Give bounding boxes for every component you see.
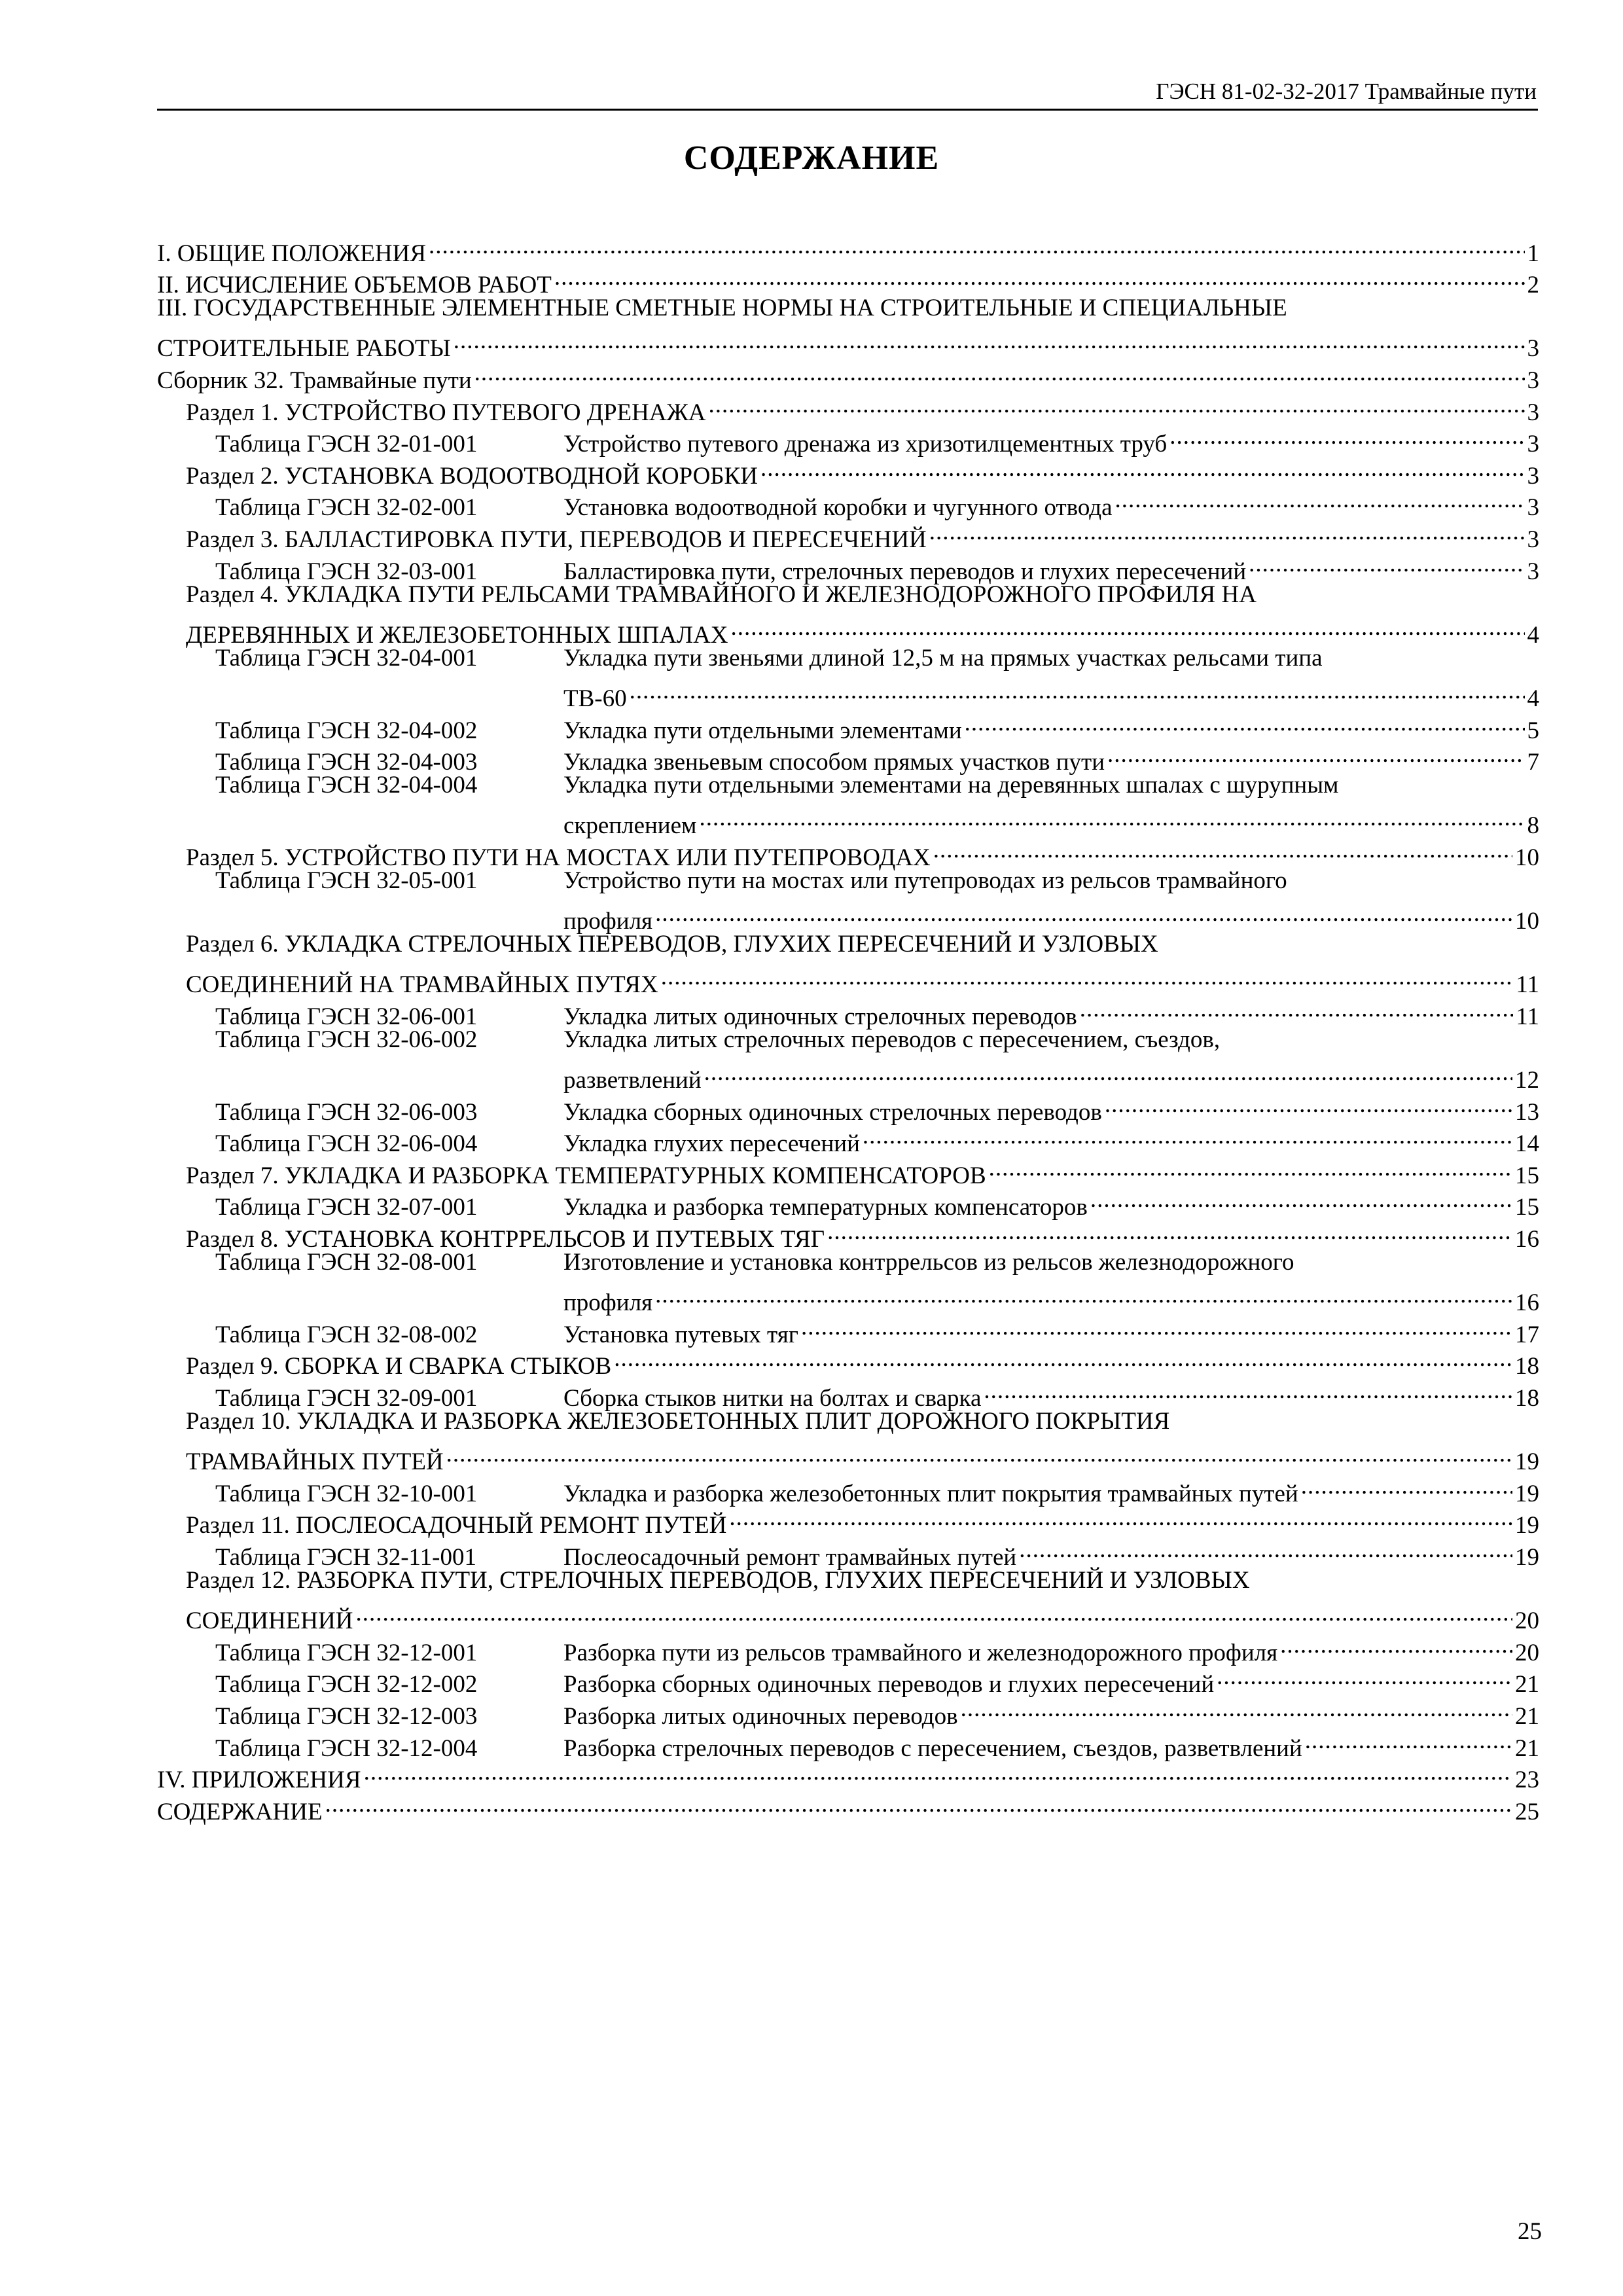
toc-page-number: 7 [1527, 749, 1539, 776]
toc-entry[interactable] [157, 770, 1539, 802]
toc-entry-text: Укладка сборных одиночных стрелочных переводов [563, 1098, 1102, 1126]
toc-table-number: Таблица ГЭСН 32-12-001 [215, 1639, 478, 1666]
toc-table-number: Таблица ГЭСН 32-06-001 [215, 1003, 478, 1030]
toc-entry-text: разветвлений [563, 1067, 702, 1094]
toc-page-number: 18 [1515, 1353, 1539, 1380]
toc-table-number: Таблица ГЭСН 32-12-003 [215, 1702, 478, 1730]
toc-page-number: 12 [1515, 1067, 1539, 1094]
toc-table-number: Таблица ГЭСН 32-06-004 [215, 1130, 478, 1158]
toc-entry-text: Разборка литых одиночных переводов [563, 1702, 958, 1730]
toc-page-number: 5 [1527, 717, 1539, 744]
toc-page-number: 3 [1527, 335, 1539, 363]
toc-entry[interactable] [157, 579, 1539, 611]
toc-table-number: Таблица ГЭСН 32-06-003 [215, 1098, 478, 1126]
toc-page-number: 3 [1527, 494, 1539, 522]
toc-leader-dots [801, 1310, 1512, 1342]
toc-leader-dots [655, 1279, 1512, 1311]
toc-page-number: 3 [1527, 431, 1539, 458]
toc-page-number: 2 [1527, 272, 1539, 299]
toc-leader-dots [704, 1056, 1512, 1088]
toc-entry[interactable] [157, 929, 1539, 961]
toc-table-number: Таблица ГЭСН 32-08-002 [215, 1321, 478, 1348]
toc-page-number: 10 [1515, 844, 1539, 871]
toc-entry-text: Раздел 5. УСТРОЙСТВО ПУТИ НА МОСТАХ ИЛИ ПУТЕПРОВОДАХ [186, 844, 931, 871]
toc-entry-text: Укладка литых одиночных стрелочных переводов [563, 1003, 1077, 1030]
toc-page-number: 13 [1515, 1098, 1539, 1126]
toc-leader-dots [708, 388, 1524, 420]
toc-leader-dots [355, 1597, 1512, 1629]
toc-leader-dots [446, 1438, 1512, 1470]
toc-entry-text: ТВ-60 [563, 685, 627, 712]
toc-entry[interactable] [157, 1310, 1539, 1348]
toc-entry-text: Установка путевых тяг [563, 1321, 798, 1348]
toc-page-number: 15 [1515, 1162, 1539, 1189]
toc-entry-text: Сборник 32. Трамвайные пути [157, 367, 472, 394]
toc-page-number: 3 [1527, 526, 1539, 553]
toc-leader-dots [989, 1151, 1512, 1183]
toc-entry[interactable] [157, 833, 1539, 871]
toc-page-number: 4 [1527, 685, 1539, 712]
toc-entry[interactable] [157, 802, 1539, 840]
toc-entry-text: Укладка литых стрелочных переводов с пересечением, съездов, [563, 1026, 1221, 1053]
toc-table-number: Таблица ГЭСН 32-05-001 [215, 867, 478, 894]
toc-entry-text: Раздел 2. УСТАНОВКА ВОДООТВОДНОЙ КОРОБКИ [186, 462, 758, 490]
toc-table-number: Таблица ГЭСН 32-11-001 [215, 1543, 476, 1571]
toc-entry-text: Раздел 1. УСТРОЙСТВО ПУТЕВОГО ДРЕНАЖА [186, 399, 706, 426]
table-of-contents [157, 229, 1539, 1825]
toc-entry-text: Укладка и разборка железобетонных плит покрытия трамвайных путей [563, 1480, 1298, 1507]
toc-page-number: 19 [1515, 1512, 1539, 1539]
toc-table-number: Таблица ГЭСН 32-04-002 [215, 717, 478, 744]
toc-page-number: 25 [1515, 1798, 1539, 1825]
toc-entry[interactable] [157, 1438, 1539, 1476]
toc-page-number: 18 [1515, 1384, 1539, 1412]
toc-leader-dots [1217, 1660, 1512, 1693]
toc-entry-text: I. ОБЩИЕ ПОЛОЖЕНИЯ [157, 240, 427, 267]
toc-entry-text: Балластировка пути, стрелочных переводов и глухих пересечений [563, 558, 1247, 585]
toc-leader-dots [1105, 1088, 1512, 1120]
toc-table-number: Таблица ГЭСН 32-06-002 [215, 1026, 478, 1053]
toc-entry-text: Раздел 4. УКЛАДКА ПУТИ РЕЛЬСАМИ ТРАМВАЙНОГО И ЖЕЛЕЗНОДОРОЖНОГО ПРОФИЛЯ НА [186, 581, 1257, 608]
toc-page-number: 21 [1515, 1702, 1539, 1730]
toc-entry[interactable] [157, 1787, 1539, 1825]
toc-page-number: 19 [1515, 1543, 1539, 1571]
toc-entry[interactable] [157, 1597, 1539, 1635]
toc-leader-dots [474, 356, 1525, 388]
toc-leader-dots [364, 1756, 1512, 1788]
toc-leader-dots [1249, 547, 1524, 579]
toc-entry-text: Раздел 10. УКЛАДКА И РАЗБОРКА ЖЕЛЕЗОБЕТОННЫХ ПЛИТ ДОРОЖНОГО ПОКРЫТИЯ [186, 1407, 1170, 1435]
toc-entry-text: Раздел 12. РАЗБОРКА ПУТИ, СТРЕЛОЧНЫХ ПЕРЕВОДОВ, ГЛУХИХ ПЕРЕСЕЧЕНИЙ И УЗЛОВЫХ [186, 1566, 1250, 1594]
page-title: СОДЕРЖАНИЕ [683, 139, 940, 177]
toc-entry-text: СОЕДИНЕНИЙ НА ТРАМВАЙНЫХ ПУТЯХ [186, 971, 658, 999]
toc-entry[interactable] [157, 1024, 1539, 1056]
toc-table-number: Таблица ГЭСН 32-07-001 [215, 1194, 478, 1221]
toc-leader-dots [863, 1120, 1512, 1152]
toc-entry-text: Укладка пути отдельными элементами [563, 717, 962, 744]
toc-leader-dots [1301, 1469, 1512, 1501]
toc-entry-text: Устройство пути на мостах или путепроводах из рельсов трамвайного [563, 867, 1287, 894]
toc-entry-text: Раздел 11. ПОСЛЕОСАДОЧНЫЙ РЕМОНТ ПУТЕЙ [186, 1512, 727, 1539]
toc-entry[interactable] [157, 1056, 1539, 1094]
toc-page-number: 21 [1515, 1734, 1539, 1762]
toc-entry-text: Укладка и разборка температурных компенсаторов [563, 1194, 1088, 1221]
toc-table-number: Таблица ГЭСН 32-03-001 [215, 558, 478, 585]
toc-entry[interactable] [157, 229, 1539, 267]
toc-page-number: 1 [1527, 240, 1539, 267]
toc-entry-text: Раздел 3. БАЛЛАСТИРОВКА ПУТИ, ПЕРЕВОДОВ И ПЕРЕСЕЧЕНИЙ [186, 526, 927, 553]
toc-page-number: 3 [1527, 367, 1539, 394]
toc-page-number: 19 [1515, 1480, 1539, 1507]
toc-leader-dots [933, 833, 1512, 865]
toc-leader-dots [661, 961, 1514, 993]
toc-entry-text: профиля [563, 1289, 653, 1317]
toc-entry[interactable] [157, 961, 1539, 999]
toc-entry[interactable] [157, 1628, 1539, 1666]
toc-entry[interactable] [157, 325, 1539, 363]
toc-entry-text: Раздел 9. СБОРКА И СВАРКА СТЫКОВ [186, 1353, 612, 1380]
toc-table-number: Таблица ГЭСН 32-01-001 [215, 431, 478, 458]
toc-entry[interactable] [157, 865, 1539, 897]
toc-page-number: 8 [1527, 812, 1539, 840]
toc-leader-dots [1090, 1183, 1512, 1215]
toc-leader-dots [554, 261, 1525, 293]
toc-entry-text: Разборка пути из рельсов трамвайного и железнодорожного профиля [563, 1639, 1278, 1666]
toc-entry[interactable] [157, 1756, 1539, 1794]
toc-leader-dots [325, 1787, 1512, 1820]
toc-leader-dots [614, 1342, 1512, 1374]
toc-entry[interactable] [157, 1279, 1539, 1317]
toc-leader-dots [1305, 1724, 1512, 1756]
toc-leader-dots [731, 611, 1525, 643]
toc-entry-text: Сборка стыков нитки на болтах и сварка [563, 1384, 982, 1412]
toc-leader-dots [1019, 1533, 1512, 1565]
toc-page-number: 10 [1515, 908, 1539, 935]
toc-entry-text: II. ИСЧИСЛЕНИЕ ОБЪЕМОВ РАБОТ [157, 272, 552, 299]
toc-entry-text: скреплением [563, 812, 697, 840]
toc-entry-text: ДЕРЕВЯННЫХ И ЖЕЛЕЗОБЕТОННЫХ ШПАЛАХ [186, 621, 728, 649]
toc-entry-text: ТРАМВАЙНЫХ ПУТЕЙ [186, 1448, 444, 1476]
toc-entry-text: СОЕДИНЕНИЙ [186, 1607, 353, 1635]
toc-entry-text: III. ГОСУДАРСТВЕННЫЕ ЭЛЕМЕНТНЫЕ СМЕТНЫЕ НОРМЫ НА СТРОИТЕЛЬНЫЕ И СПЕЦИАЛЬНЫЕ [157, 295, 1287, 322]
toc-page-number: 15 [1515, 1194, 1539, 1221]
toc-page-number: 3 [1527, 558, 1539, 585]
toc-leader-dots [699, 802, 1524, 834]
running-header [157, 77, 1538, 111]
toc-entry-text: Устройство путевого дренажа из хризотилцементных труб [563, 431, 1168, 458]
toc-leader-dots [760, 452, 1525, 484]
toc-leader-dots [827, 1215, 1512, 1247]
toc-table-number: Таблица ГЭСН 32-08-001 [215, 1249, 478, 1276]
toc-entry[interactable] [157, 1565, 1539, 1597]
toc-leader-dots [1080, 992, 1514, 1024]
toc-entry-text: Изготовление и установка контррельсов из рельсов железнодорожного [563, 1249, 1294, 1276]
toc-table-number: Таблица ГЭСН 32-04-003 [215, 749, 478, 776]
toc-entry-text: Раздел 8. УСТАНОВКА КОНТРРЕЛЬСОВ И ПУТЕВЫХ ТЯГ [186, 1226, 825, 1253]
toc-entry-text: СОДЕРЖАНИЕ [157, 1798, 323, 1825]
toc-page-number: 17 [1515, 1321, 1539, 1348]
toc-entry[interactable] [157, 1406, 1539, 1438]
toc-leader-dots [1107, 738, 1524, 770]
toc-entry-text: профиля [563, 908, 653, 935]
toc-table-number: Таблица ГЭСН 32-12-004 [215, 1734, 478, 1762]
toc-entry[interactable] [157, 611, 1539, 649]
toc-table-number: Таблица ГЭСН 32-04-004 [215, 772, 478, 799]
header-text: ГЭСН 81-02-32-2017 Трамвайные пути [1156, 79, 1537, 104]
toc-page-number: 16 [1515, 1226, 1539, 1253]
toc-entry[interactable] [157, 1247, 1539, 1279]
toc-leader-dots [965, 706, 1525, 738]
toc-table-number: Таблица ГЭСН 32-12-002 [215, 1671, 478, 1698]
toc-page-number: 23 [1515, 1767, 1539, 1794]
toc-page-number: 14 [1515, 1130, 1539, 1158]
toc-leader-dots [984, 1374, 1512, 1406]
toc-table-number: Таблица ГЭСН 32-09-001 [215, 1384, 478, 1412]
toc-page-number: 20 [1515, 1639, 1539, 1666]
toc-leader-dots [1115, 484, 1525, 516]
toc-entry[interactable] [157, 897, 1539, 935]
toc-page-number: 16 [1515, 1289, 1539, 1317]
toc-entry-text: Разборка сборных одиночных переводов и глухих пересечений [563, 1671, 1215, 1698]
toc-page-number: 19 [1515, 1448, 1539, 1476]
toc-entry-text: Разборка стрелочных переводов с пересечением, съездов, разветвлений [563, 1734, 1302, 1762]
toc-entry-text: Раздел 7. УКЛАДКА И РАЗБОРКА ТЕМПЕРАТУРНЫХ КОМПЕНСАТОРОВ [186, 1162, 986, 1189]
toc-entry-text: Укладка глухих пересечений [563, 1130, 860, 1158]
toc-leader-dots [729, 1501, 1512, 1534]
toc-leader-dots [961, 1692, 1512, 1724]
toc-entry-text: Раздел 6. УКЛАДКА СТРЕЛОЧНЫХ ПЕРЕВОДОВ, ГЛУХИХ ПЕРЕСЕЧЕНИЙ И УЗЛОВЫХ [186, 931, 1158, 958]
toc-table-number: Таблица ГЭСН 32-04-001 [215, 644, 478, 672]
toc-leader-dots [1280, 1628, 1512, 1660]
toc-leader-dots [630, 674, 1525, 706]
toc-table-number: Таблица ГЭСН 32-02-001 [215, 494, 478, 522]
toc-page-number: 11 [1516, 971, 1539, 999]
toc-page-number: 11 [1516, 1003, 1539, 1030]
toc-leader-dots [454, 325, 1525, 357]
toc-page-number: 21 [1515, 1671, 1539, 1698]
toc-page-number: 3 [1527, 399, 1539, 426]
toc-entry-text: Послеосадочный ремонт трамвайных путей [563, 1543, 1017, 1571]
toc-entry[interactable] [157, 706, 1539, 744]
toc-page-number: 3 [1527, 462, 1539, 490]
toc-entry-text: Укладка пути звеньями длиной 12,5 м на прямых участках рельсами типа [563, 644, 1323, 672]
toc-table-number: Таблица ГЭСН 32-10-001 [215, 1480, 478, 1507]
toc-entry-text: Установка водоотводной коробки и чугунного отвода [563, 494, 1113, 522]
toc-leader-dots [655, 897, 1512, 929]
toc-entry[interactable] [157, 674, 1539, 712]
toc-page-number: 4 [1527, 621, 1539, 649]
toc-entry-text: СТРОИТЕЛЬНЫЕ РАБОТЫ [157, 335, 451, 363]
toc-leader-dots [429, 229, 1524, 261]
toc-entry-text: IV. ПРИЛОЖЕНИЯ [157, 1767, 361, 1794]
toc-entry-text: Укладка звеньевым способом прямых участков пути [563, 749, 1105, 776]
toc-page-number: 20 [1515, 1607, 1539, 1635]
toc-entry[interactable] [157, 293, 1539, 325]
page-number: 25 [1518, 2218, 1542, 2245]
toc-entry[interactable] [157, 643, 1539, 675]
toc-leader-dots [1169, 420, 1524, 452]
toc-entry-text: Укладка пути отдельными элементами на деревянных шпалах с шурупным [563, 772, 1339, 799]
toc-leader-dots [929, 515, 1525, 547]
toc-entry[interactable] [157, 1088, 1539, 1126]
